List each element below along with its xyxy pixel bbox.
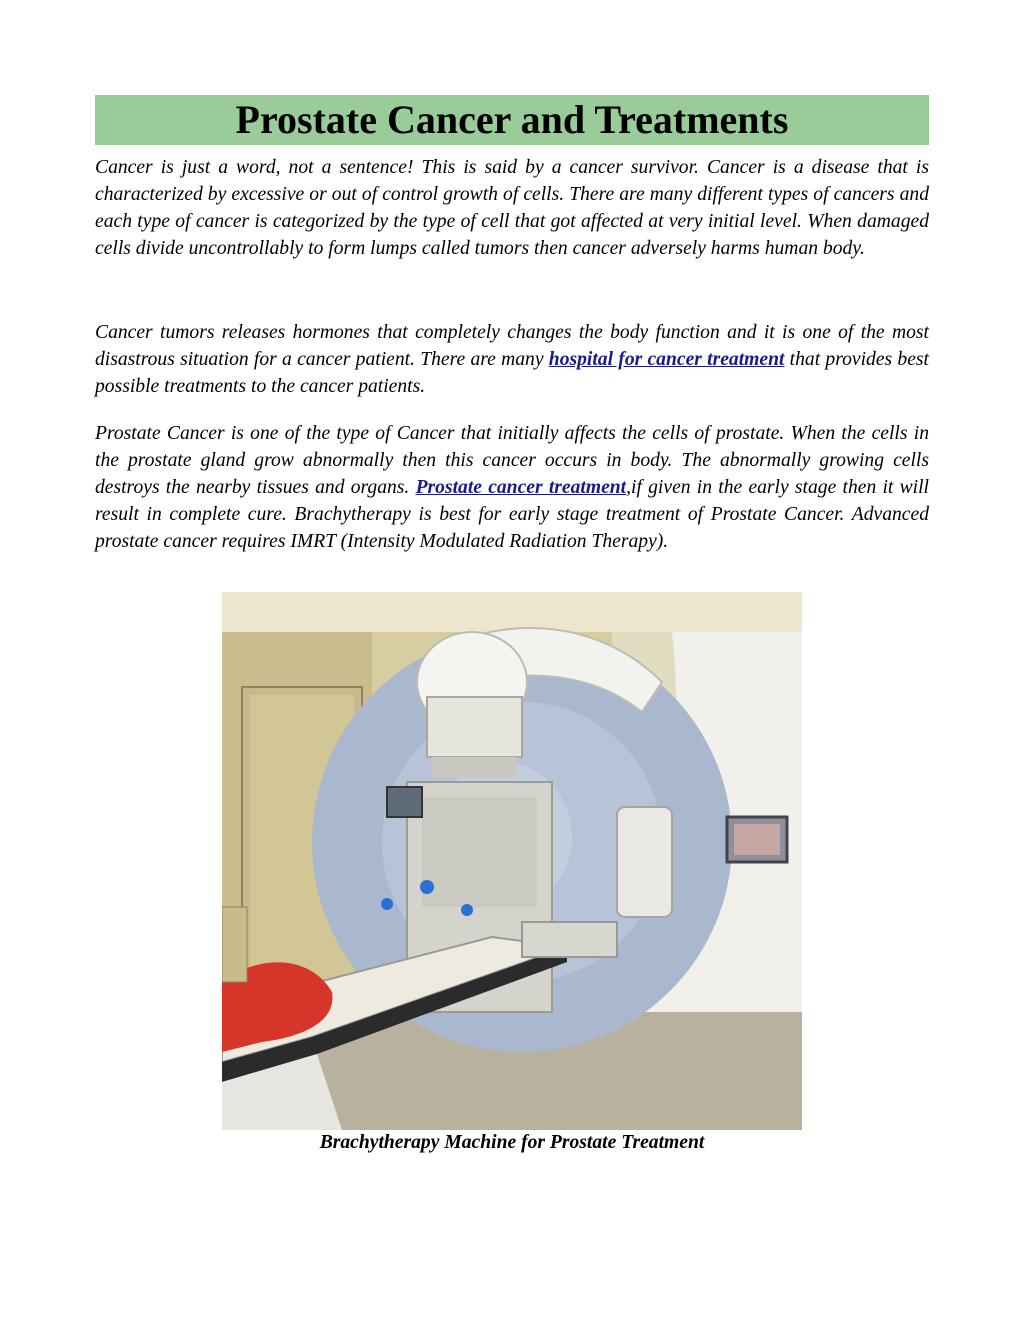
hospital-link[interactable]: hospital for cancer treatment xyxy=(548,349,785,370)
page-title: Prostate Cancer and Treatments xyxy=(235,97,789,142)
prostate-treatment-link[interactable]: Prostate cancer treatment xyxy=(415,477,627,498)
paragraph-text: that provides best possible treatments to the cancer patients. xyxy=(95,349,929,397)
title-bar xyxy=(95,95,929,145)
paragraph-text: Prostate Cancer is one of the type of Cancer that initially affects the cells of prostate. When the cells in the prostate gland grow abnormally then this cancer occurs in body. The abnormally growing cells destroys the nearby tissues and organs. xyxy=(95,423,929,498)
paragraph-prostate xyxy=(95,420,929,555)
paragraph-text: ,if given in the early stage then it will result in complete cure. Brachytherapy is best for early stage treatment of Prostate Cancer. Advanced prostate cancer requires IMRT (Intensity Modulated Radiation Therapy). xyxy=(95,477,929,552)
paragraph-tumors xyxy=(95,319,929,400)
paragraph-intro: Cancer is just a word, not a sentence! This is said by a cancer survivor. Cancer is a disease that is characterized by excessive or out of control growth of cells. There are many different types of cancers and each type of cancer is categorized by the type of cell that got affected at very initial level. When damaged cells divide uncontrollably to form lumps called tumors then cancer adversely harms human body. xyxy=(95,157,929,259)
image-caption: Brachytherapy Machine for Prostate Treatment xyxy=(319,1132,705,1153)
paragraph-text: Cancer tumors releases hormones that completely changes the body function and it is one of the most disastrous situation for a cancer patient. There are many xyxy=(95,322,929,370)
brachytherapy-machine-photo xyxy=(222,592,802,1130)
